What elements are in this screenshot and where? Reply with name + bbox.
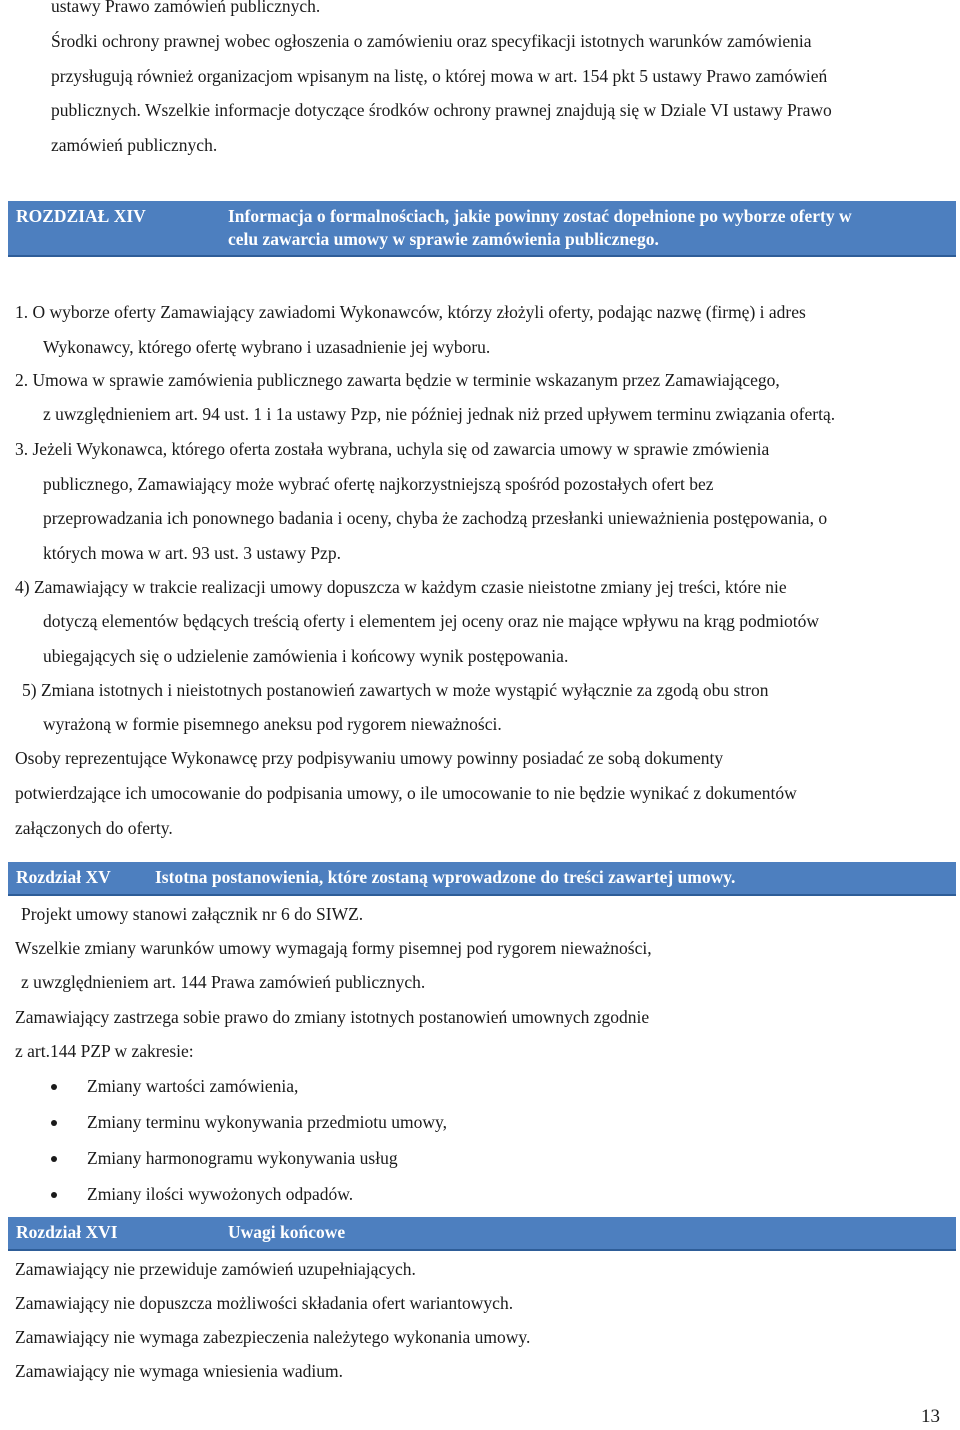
- final-note-2: Zamawiający nie dopuszcza możliwości składania ofert wariantowych.: [15, 1293, 514, 1313]
- chapter-14-title-line-1: Informacja o formalnościach, jakie powinny zostać dopełnione po wyborze oferty w: [228, 206, 852, 226]
- chapter-16-label: Rozdział XVI: [16, 1222, 118, 1242]
- bullet-item-1: Zmiany wartości zamówienia,: [87, 1076, 299, 1096]
- item-4-line-3: ubiegających się o udzielenie zamówienia i końcowy wynik postępowania.: [43, 646, 569, 666]
- final-note-3: Zamawiający nie wymaga zabezpieczenia należytego wykonania umowy.: [15, 1327, 531, 1347]
- item-5-line-2: wyrażoną w formie pisemnego aneksu pod rygorem nieważności.: [43, 714, 502, 734]
- chapter-15-title: Istotna postanowienia, które zostaną wprowadzone do treści zawartej umowy.: [155, 867, 736, 887]
- bullet-icon: [51, 1084, 57, 1090]
- bullet-item-4: Zmiany ilości wywożonych odpadów.: [87, 1184, 354, 1204]
- item-1-line-1: 1. O wyborze oferty Zamawiający zawiadomi Wykonawców, którzy złożyli oferty, podając nazwę (firmę) i adres: [15, 302, 806, 322]
- representatives-line-3: załączonych do oferty.: [15, 818, 173, 838]
- item-5-line-1: 5) Zmiana istotnych i nieistotnych postanowień zawartych w może wystąpić wyłącznie za zgodą obu stron: [22, 680, 769, 700]
- chapter-14-label: ROZDZIAŁ XIV: [16, 206, 146, 226]
- item-2-line-2: z uwzględnieniem art. 94 ust. 1 i 1a ustawy Pzp, nie później jednak niż przed upływem terminu związania ofertą.: [43, 404, 836, 424]
- bullet-icon: [51, 1156, 57, 1162]
- intro-line-4: publicznych. Wszelkie informacje dotyczące środków ochrony prawnej znajdują się w Dziale VI ustawy Prawo: [51, 100, 832, 120]
- chapter-14-title-line-2: celu zawarcia umowy w sprawie zamówienia publicznego.: [228, 229, 659, 249]
- item-3-line-4: których mowa w art. 93 ust. 3 ustawy Pzp.: [43, 543, 341, 563]
- bullet-item-2: Zmiany terminu wykonywania przedmiotu umowy,: [87, 1112, 447, 1132]
- item-3-line-3: przeprowadzania ich ponownego badania i oceny, chyba że zachodzą przesłanki unieważnienia postępowania, o: [43, 508, 828, 528]
- item-2-line-1: 2. Umowa w sprawie zamówienia publicznego zawarta będzie w terminie wskazanym przez Zamawiającego,: [15, 370, 780, 390]
- bullet-icon: [51, 1120, 57, 1126]
- intro-line-3: przysługują również organizacjom wpisanym na listę, o której mowa w art. 154 pkt 5 ustawy Prawo zamówień: [51, 66, 828, 86]
- final-note-4: Zamawiający nie wymaga wniesienia wadium.: [15, 1361, 344, 1381]
- chapter-15-header: [8, 862, 956, 896]
- item-1-line-2: Wykonawcy, którego ofertę wybrano i uzasadnienie jej wyboru.: [43, 337, 491, 357]
- representatives-line-1: Osoby reprezentujące Wykonawcę przy podpisywaniu umowy powinny posiadać ze sobą dokumenty: [15, 748, 724, 768]
- intro-line-1: ustawy Prawo zamówień publicznych.: [51, 0, 321, 16]
- ch15-paragraph-3-line-2: z art.144 PZP w zakresie:: [15, 1041, 194, 1061]
- ch15-paragraph-2-line-1: Wszelkie zmiany warunków umowy wymagają formy pisemnej pod rygorem nieważności,: [15, 938, 652, 958]
- item-3-line-1: 3. Jeżeli Wykonawca, którego oferta została wybrana, uchyla się od zawarcia umowy w sprawie zmówienia: [15, 439, 770, 459]
- final-note-1: Zamawiający nie przewiduje zamówień uzupełniających.: [15, 1259, 416, 1279]
- item-4-line-2: dotyczą elementów będących treścią oferty i elementem jej oceny oraz nie mające wpływu na krąg podmiotów: [43, 611, 819, 631]
- item-3-line-2: publicznego, Zamawiający może wybrać ofertę najkorzystniejszą spośród pozostałych ofert bez: [43, 474, 714, 494]
- representatives-line-2: potwierdzające ich umocowanie do podpisania umowy, o ile umocowanie to nie będzie wynikać z dokumentów: [15, 783, 797, 803]
- chapter-16-header: [8, 1217, 956, 1251]
- intro-line-2: Środki ochrony prawnej wobec ogłoszenia o zamówieniu oraz specyfikacji istotnych warunków zamówienia: [51, 31, 812, 51]
- ch15-paragraph-2-line-2: z uwzględnieniem art. 144 Prawa zamówień publicznych.: [21, 972, 426, 992]
- page-number: 13: [921, 1406, 940, 1427]
- ch15-paragraph-1: Projekt umowy stanowi załącznik nr 6 do SIWZ.: [21, 904, 364, 924]
- item-4-line-1: 4) Zamawiający w trakcie realizacji umowy dopuszcza w każdym czasie nieistotne zmiany jej treści, które nie: [15, 577, 787, 597]
- chapter-16-title: Uwagi końcowe: [228, 1222, 346, 1242]
- bullet-icon: [51, 1192, 57, 1198]
- bullet-item-3: Zmiany harmonogramu wykonywania usług: [87, 1148, 398, 1168]
- chapter-15-label: Rozdział XV: [16, 867, 111, 887]
- ch15-paragraph-3-line-1: Zamawiający zastrzega sobie prawo do zmiany istotnych postanowień umownych zgodnie: [15, 1007, 650, 1027]
- intro-line-5: zamówień publicznych.: [51, 135, 218, 155]
- chapter-14-header: [8, 201, 956, 257]
